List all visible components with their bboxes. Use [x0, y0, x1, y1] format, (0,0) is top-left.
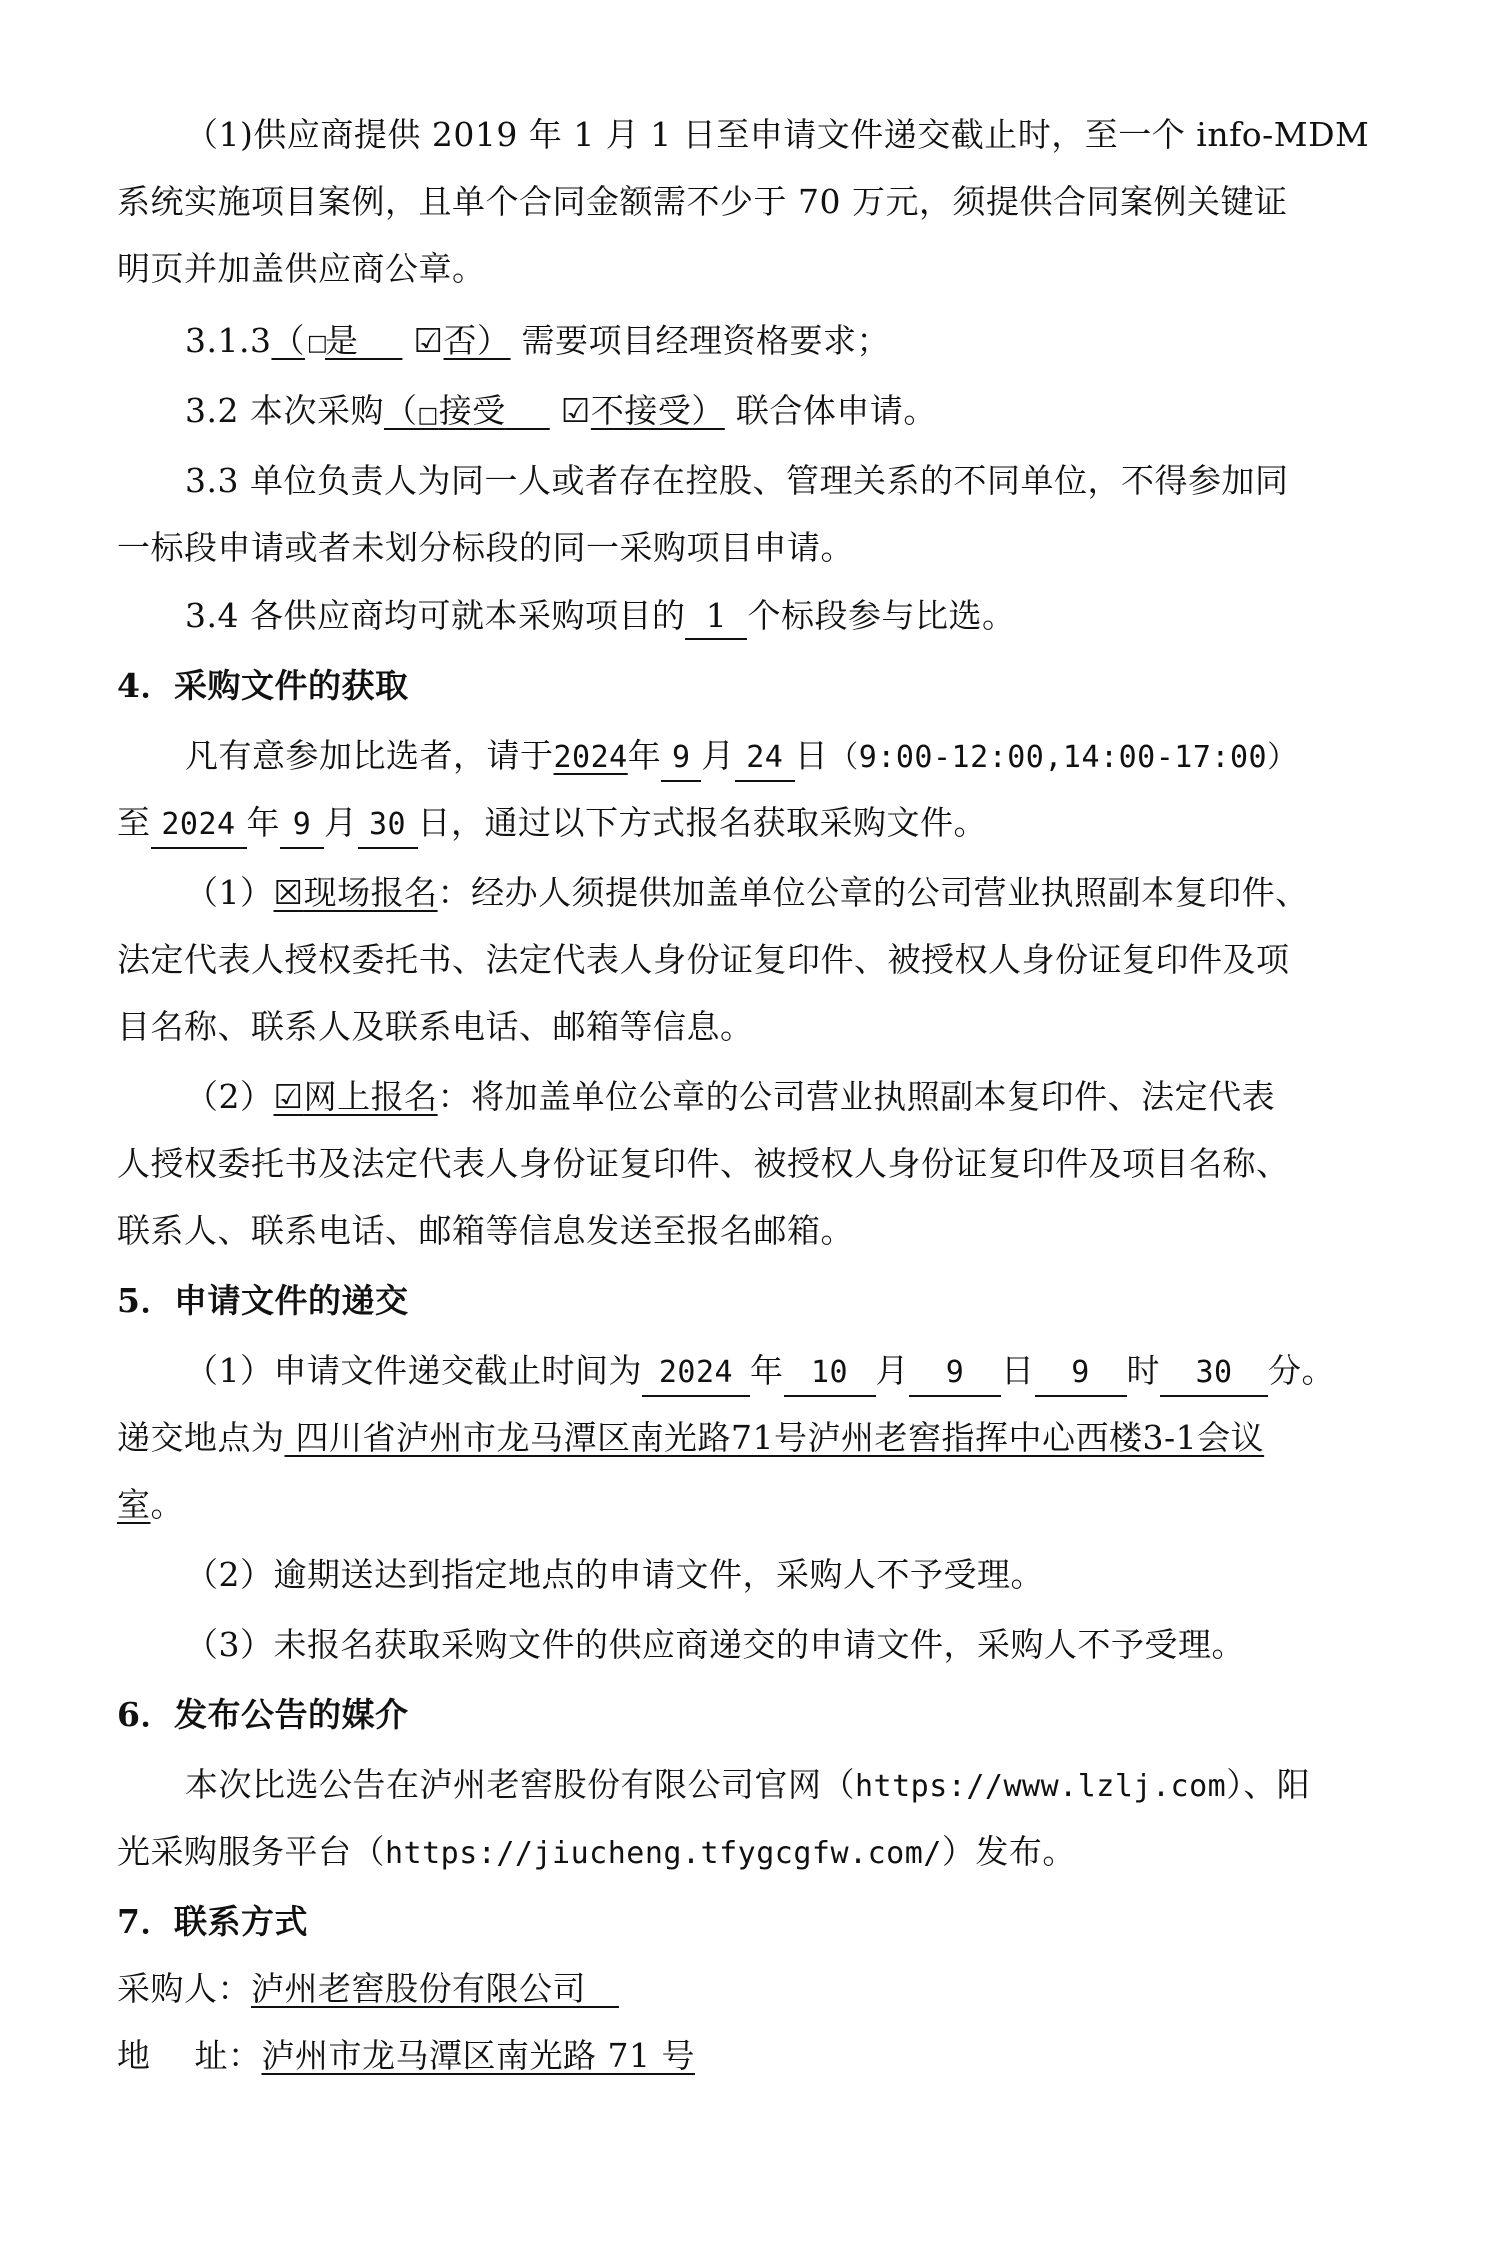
option-yes: 是 [324, 321, 359, 360]
section-7-heading: 7．联系方式 [117, 1902, 308, 1941]
onsite-registration-line-1 [185, 863, 1309, 923]
deadline-hour: 9 [1035, 1351, 1127, 1397]
section-4-heading: 4．采购文件的获取 [117, 666, 409, 705]
text: 月 [701, 736, 735, 775]
requirement-3-2 [185, 381, 937, 441]
requirement-3-3-line-2: 一标段申请或者未划分标段的同一采购项目申请。 [117, 528, 854, 567]
purchaser-label: 采购人： [117, 1969, 251, 2008]
item-number: （2） [185, 1077, 274, 1116]
purchaser-value [251, 1969, 619, 2008]
text: 月 [875, 1351, 909, 1390]
text: （1）申请文件递交截止时间为 [185, 1351, 642, 1390]
deadline-month: 10 [784, 1351, 876, 1397]
requirement-3-4 [185, 586, 1015, 646]
online-registration-line-1 [185, 1067, 1275, 1127]
purchaser-row [117, 1959, 619, 2019]
clause-text: 个标段参与比选。 [747, 596, 1016, 635]
end-year: 2024 [151, 803, 247, 849]
open-paren: （ [383, 391, 418, 430]
option-no: 否） [443, 321, 511, 360]
submission-location-line-1 [117, 1408, 1264, 1468]
submission-deadline [185, 1341, 1335, 1401]
text: ）、阳 [1226, 1765, 1311, 1804]
publication-media-line-1 [185, 1755, 1310, 1815]
clause-text: 联合体申请。 [735, 391, 937, 430]
submission-address-cont: 室 [117, 1485, 151, 1524]
section-6-heading: 6．发布公告的媒介 [117, 1695, 409, 1734]
option-reject: 不接受） [590, 391, 725, 430]
text: 至 [117, 803, 151, 842]
publication-media-line-2 [117, 1822, 1076, 1882]
text: 分。 [1268, 1351, 1335, 1390]
clause-text: 3.4 各供应商均可就本采购项目的 [185, 596, 686, 635]
requirement-3-1-3 [185, 311, 890, 371]
text: ）发布。 [941, 1832, 1076, 1871]
text: ：将加盖单位公章的公司营业执照副本复印件、法定代表 [437, 1077, 1276, 1116]
acquisition-period-line-2 [117, 793, 987, 853]
deadline-year: 2024 [642, 1351, 750, 1397]
online-registration-line-3: 联系人、联系电话、邮箱等信息发送至报名邮箱。 [117, 1211, 854, 1250]
text: 年 [627, 736, 662, 775]
text: 递交地点为 [117, 1418, 285, 1457]
onsite-registration-line-3: 目名称、联系人及联系电话、邮箱等信息。 [117, 1007, 754, 1046]
submission-address: 四川省泸州市龙马潭区南光路71号泸州老窖指挥中心西楼3-1会议 [284, 1418, 1265, 1457]
requirement-1-line-1: （1)供应商提供 2019 年 1 月 1 日至申请文件递交截止时，至一个 info-MDM [185, 115, 1370, 154]
text: 日，通过以下方式报名获取采购文件。 [417, 803, 987, 842]
requirement-1-line-3: 明页并加盖供应商公章。 [117, 249, 486, 288]
deadline-minute: 30 [1160, 1351, 1268, 1397]
lot-count: 1 [685, 594, 747, 640]
online-registration-line-2: 人授权委托书及法定代表人身份证复印件、被授权人身份证复印件及项目名称、 [117, 1144, 1290, 1183]
procurement-platform-link[interactable]: https://jiucheng.tfygcgfw.com/ [385, 1836, 942, 1871]
text: 月 [324, 803, 358, 842]
text: ：经办人须提供加盖单位公章的公司营业执照副本复印件、 [437, 873, 1309, 912]
deadline-day: 9 [909, 1351, 1001, 1397]
onsite-registration-label: 现场报名 [303, 873, 438, 912]
item-number: （1） [185, 873, 274, 912]
section-5-heading: 5．申请文件的递交 [117, 1281, 409, 1320]
requirement-3-3-line-1: 3.3 单位负责人为同一人或者存在控股、管理关系的不同单位，不得参加同 [185, 461, 1289, 500]
onsite-registration-line-2: 法定代表人授权委托书、法定代表人身份证复印件、被授权人身份证复印件及项 [117, 940, 1290, 979]
requirement-1-line-2: 系统实施项目案例，且单个合同金额需不少于 70 万元，须提供合同案例关键证 [117, 182, 1288, 221]
text: 年 [750, 1351, 784, 1390]
end-day: 30 [358, 803, 418, 849]
unchecked-box-icon[interactable]: □ [306, 331, 329, 356]
office-hours: （9:00-12:00,14:00-17:00） [828, 740, 1298, 775]
address-label: 地 址： [117, 2036, 262, 2075]
text: 光采购服务平台（ [117, 1832, 385, 1871]
clause-text: 需要项目经理资格要求； [521, 321, 891, 360]
start-year: 2024 [553, 740, 628, 775]
text: 时 [1126, 1351, 1160, 1390]
checked-box-icon[interactable]: ☑ [273, 1077, 304, 1116]
checked-box-icon[interactable]: ☑ [413, 321, 444, 360]
text: 本次比选公告在泸州老窖股份有限公司官网（ [185, 1765, 855, 1804]
address-row [117, 2026, 695, 2086]
text: 日 [1001, 1351, 1035, 1390]
text: 日 [794, 736, 829, 775]
crossed-box-icon[interactable]: ☒ [273, 873, 304, 912]
submission-location-line-2 [117, 1475, 184, 1535]
unregistered-submission-rule: （3）未报名获取采购文件的供应商递交的申请文件，采购人不予受理。 [185, 1625, 1245, 1664]
start-month: 9 [661, 736, 701, 782]
clause-number: 3.1.3 [185, 321, 272, 360]
address-value: 泸州市龙马潭区南光路 71 号 [261, 2036, 695, 2075]
unchecked-box-icon[interactable]: □ [417, 403, 439, 428]
text: 。 [150, 1485, 184, 1524]
option-accept: 接受 [438, 391, 506, 430]
end-month: 9 [280, 803, 324, 849]
online-registration-label: 网上报名 [303, 1077, 438, 1116]
acquisition-period-line-1 [185, 726, 1298, 786]
official-site-link[interactable]: https://www.lzlj.com [855, 1769, 1227, 1804]
late-submission-rule: （2）逾期送达到指定地点的申请文件，采购人不予受理。 [185, 1555, 1044, 1594]
open-paren: （ [271, 321, 305, 360]
clause-text: 3.2 本次采购 [185, 391, 384, 430]
checked-box-icon[interactable]: ☑ [560, 391, 591, 430]
start-day: 24 [735, 736, 795, 782]
text: 年 [246, 803, 280, 842]
text: 凡有意参加比选者，请于 [185, 736, 554, 775]
text: 泸州老窖股份有限公司 [251, 1969, 586, 2008]
